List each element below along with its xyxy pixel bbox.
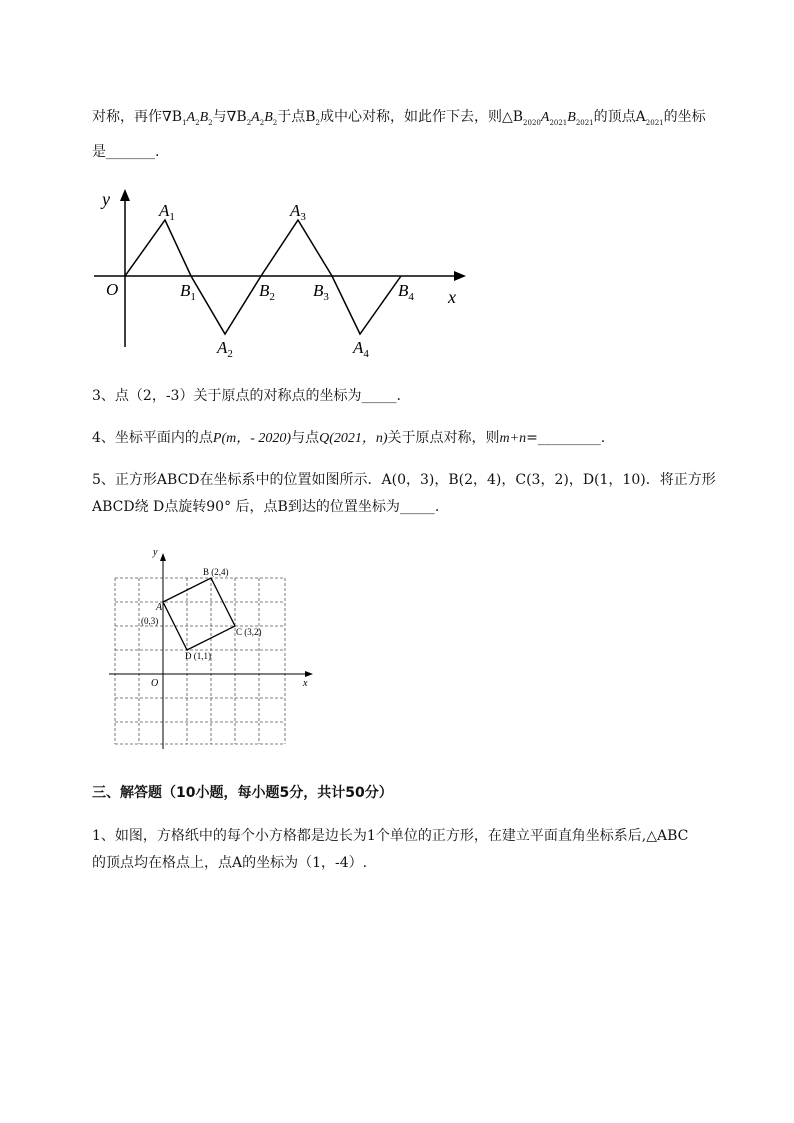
- label-A3: [289, 201, 306, 223]
- text-seg: 对称，再作∇B: [92, 109, 183, 125]
- question-3: 3、点（2，-3）关于原点的对称点的坐标为_____.: [92, 388, 401, 404]
- problem-text-line-1: [92, 107, 706, 133]
- y-axis-arrow-icon: [120, 189, 130, 201]
- question-5-line-1: 5、正方形ABCD在坐标系中的位置如图所示．A(0，3)，B(2，4)，C(3，2)，D(1，10)．将正方形: [92, 472, 716, 488]
- subscript: 2021: [645, 118, 664, 127]
- index: 1: [169, 211, 175, 223]
- text-seg: B: [199, 110, 209, 125]
- grid-figure: [105, 543, 325, 753]
- text-seg: 的坐标: [663, 109, 706, 125]
- letter: B: [398, 281, 409, 300]
- subscript: 2: [259, 118, 265, 127]
- index: 2: [269, 291, 275, 303]
- y-axis-arrow-icon: [160, 553, 166, 561]
- zigzag-figure: [92, 183, 492, 363]
- text-seg: 的顶点A: [593, 109, 646, 125]
- section-3-question-1-line-2: 的顶点均在格点上，点A的坐标为（1，-4）.: [92, 855, 368, 871]
- question-4: [92, 428, 605, 449]
- letter: B: [313, 281, 324, 300]
- label-B1: [180, 281, 196, 303]
- text-seg: A: [251, 110, 260, 125]
- section-3-heading: 三、解答题（10小题，每小题5分，共计50分）: [92, 785, 393, 801]
- label-A: A: [156, 602, 163, 613]
- index: 1: [190, 291, 196, 303]
- text-seg: B: [264, 110, 273, 125]
- square-abcd: [163, 578, 235, 650]
- question-5-line-2: ABCD绕 D点旋转90° 后，点B到达的位置坐标为_____.: [92, 499, 440, 515]
- text-seg: 与∇B: [212, 109, 247, 125]
- letter: A: [353, 338, 364, 357]
- label-A1: [158, 201, 175, 223]
- math-seg: m+n: [499, 431, 527, 446]
- origin-label: O: [106, 280, 119, 299]
- math-seg: P(m，- 2020): [212, 431, 292, 446]
- subscript: 2: [246, 118, 252, 127]
- label-B: B (2,4): [203, 567, 229, 577]
- subscript: 2: [315, 118, 320, 127]
- letter: B: [180, 281, 191, 300]
- text-seg: B: [567, 110, 576, 125]
- subscript: 2: [195, 118, 200, 127]
- letter: B: [259, 281, 270, 300]
- x-axis-arrow-icon: [305, 671, 313, 677]
- index: 4: [363, 348, 369, 360]
- label-A-coord: (0,3): [141, 616, 159, 626]
- letter: A: [159, 201, 170, 220]
- text-seg: =_________.: [526, 430, 606, 446]
- label-A4: [352, 338, 369, 360]
- text-seg: A: [540, 110, 550, 125]
- text-seg: 4、坐标平面内的点: [92, 430, 213, 446]
- subscript: 2021: [575, 118, 594, 127]
- index: 3: [300, 211, 306, 223]
- grid-lines: [115, 578, 285, 744]
- text-seg: 成中心对称，如此作下去，则△B: [319, 109, 524, 125]
- text-seg: 于点B: [277, 109, 316, 125]
- subscript: 2020: [523, 118, 541, 127]
- text-seg: 与点: [291, 430, 320, 446]
- index: 3: [323, 291, 329, 303]
- label-B3: [313, 281, 329, 303]
- origin-label: O: [151, 678, 159, 689]
- label-B4: [398, 281, 414, 303]
- subscript: 1: [182, 118, 187, 127]
- math-seg: Q(2021，n): [319, 431, 388, 446]
- label-B2: [259, 281, 275, 303]
- label-A2: [216, 338, 233, 360]
- x-axis-arrow-icon: [454, 271, 466, 281]
- index: 4: [408, 291, 414, 303]
- zigzag-line: [125, 220, 401, 334]
- section-3-question-1-line-1: 1、如图，方格纸中的每个小方格都是边长为1个单位的正方形，在建立平面直角坐标系后,△ABC: [92, 828, 689, 844]
- x-axis-label: x: [448, 287, 456, 307]
- label-D: D (1,1): [185, 651, 211, 661]
- y-axis-label: y: [153, 547, 158, 558]
- text-seg: A: [186, 110, 196, 125]
- problem-text-line-2: 是_______.: [92, 144, 160, 160]
- subscript: 2: [272, 118, 278, 127]
- index: 2: [227, 348, 233, 360]
- subscript: 2021: [549, 118, 568, 127]
- x-axis-label: x: [303, 678, 308, 689]
- text-seg: 关于原点对称，则: [387, 430, 500, 446]
- subscript: 2: [208, 118, 213, 127]
- label-C: C (3,2): [236, 627, 262, 637]
- y-axis-label: y: [102, 189, 110, 209]
- letter: A: [217, 338, 228, 357]
- letter: A: [290, 201, 301, 220]
